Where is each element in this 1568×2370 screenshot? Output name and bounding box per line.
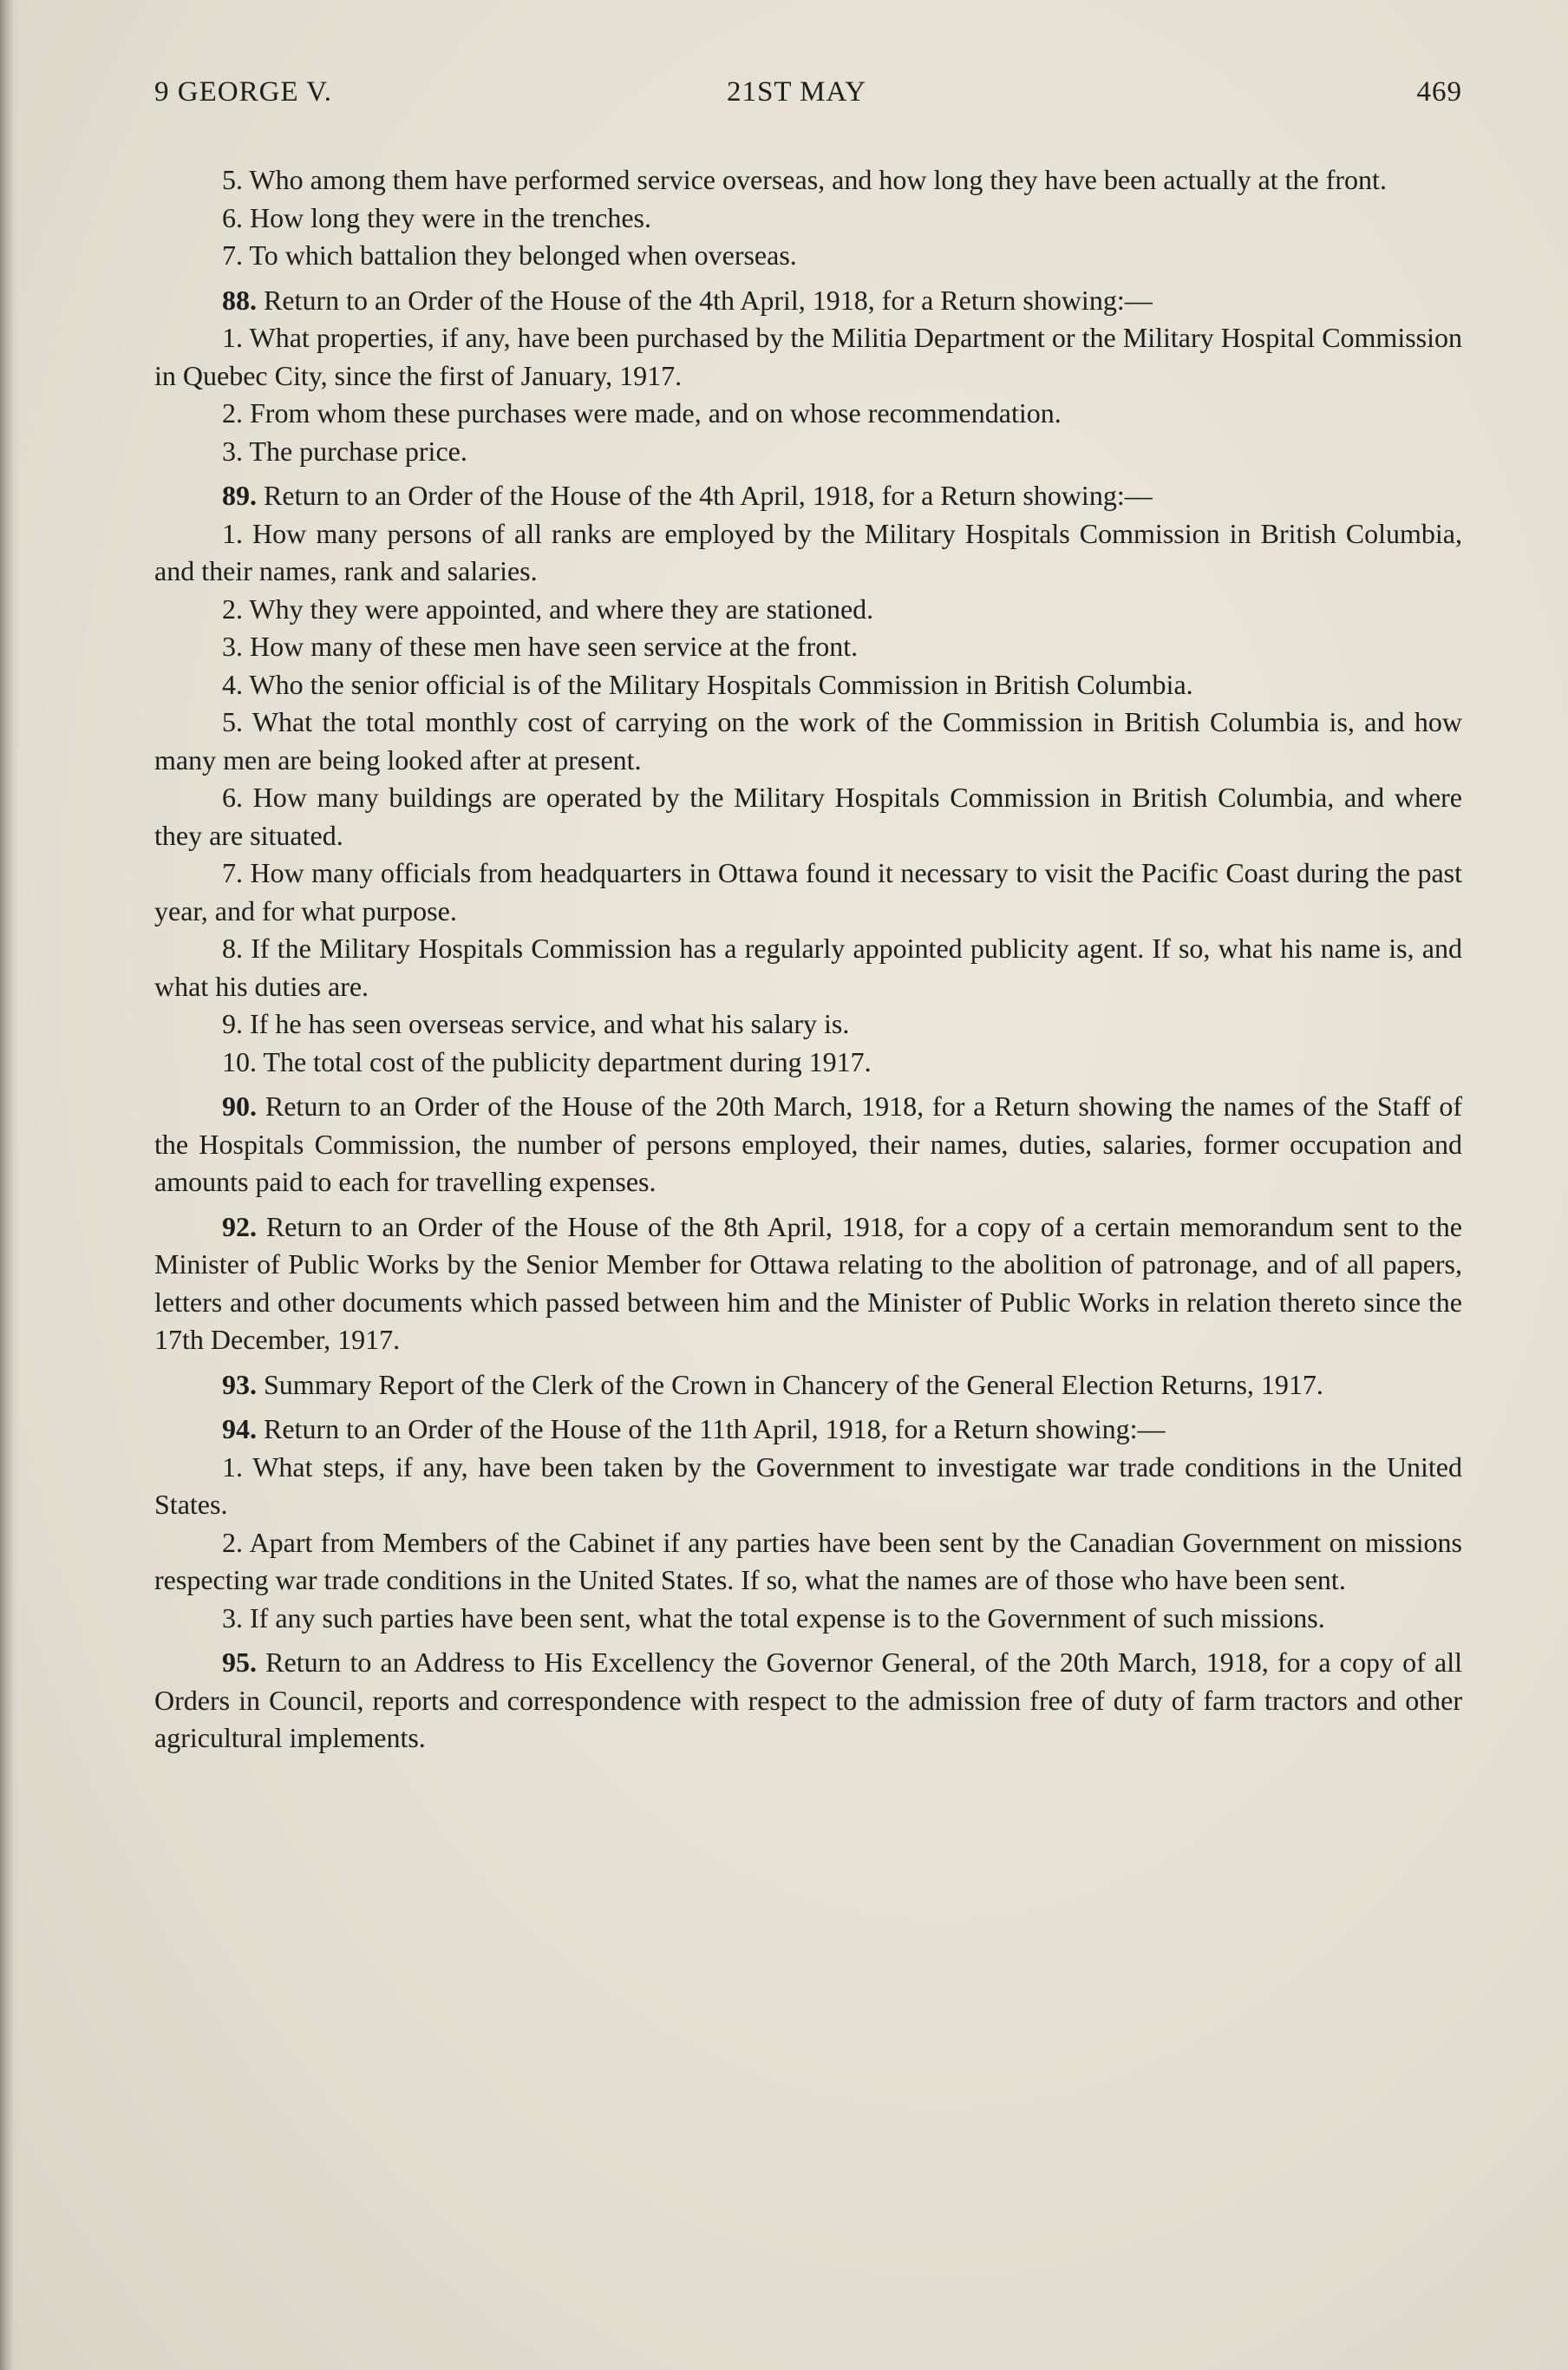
order-entry-paragraph xyxy=(154,1208,1462,1359)
paragraph-text: 1. What steps, if any, have been taken by the Government to investigate war trade conditions in the United States. xyxy=(154,1450,1462,1520)
paragraph-text: 5. Who among them have performed service overseas, and how long they have been actually at the front. xyxy=(222,164,1387,195)
page-number: 469 xyxy=(1416,76,1462,108)
paragraph-text: Return to an Order of the House of the 4th April, 1918, for a Return showing:— xyxy=(257,284,1153,316)
sub-item-paragraph xyxy=(154,628,1462,666)
paragraph-text: 10. The total cost of the publicity department during 1917. xyxy=(222,1045,872,1077)
paragraph-text: 7. To which battalion they belonged when overseas. xyxy=(222,239,797,271)
sub-item-paragraph xyxy=(154,319,1462,395)
paragraph-text: 6. How long they were in the trenches. xyxy=(222,201,651,233)
paragraph-text: 5. What the total monthly cost of carrying on the work of the Commission in British Columbia is, and how many men are being looked after at present. xyxy=(154,706,1462,776)
order-entry-paragraph xyxy=(154,477,1462,515)
sub-item-paragraph xyxy=(154,930,1462,1005)
paragraph-text: 2. Apart from Members of the Cabinet if any parties have been sent by the Canadian Government on missions respecting war trade conditions in the United States. If so, what the names are of those who have been sent. xyxy=(154,1526,1462,1595)
paragraph-text: Return to an Order of the House of the 4th April, 1918, for a Return showing:— xyxy=(257,480,1153,511)
paragraph-text: 7. How many officials from headquarters in Ottawa found it necessary to visit the Pacific Coast during the past year, and for what purpose. xyxy=(154,857,1462,926)
sub-item-paragraph xyxy=(154,1600,1462,1638)
sub-item-paragraph xyxy=(154,591,1462,629)
sub-item-paragraph xyxy=(154,433,1462,471)
entry-number: 89. xyxy=(222,480,257,511)
order-entry-paragraph xyxy=(154,1366,1462,1404)
paragraph-text: 3. How many of these men have seen service at the front. xyxy=(222,631,859,662)
order-entry-paragraph xyxy=(154,1644,1462,1758)
paragraph-text: 3. The purchase price. xyxy=(222,435,467,467)
sub-item-paragraph xyxy=(154,854,1462,930)
running-header xyxy=(154,76,1462,120)
sub-item-paragraph xyxy=(154,515,1462,591)
paragraph-text: 2. From whom these purchases were made, and on whose recommendation. xyxy=(222,397,1062,429)
sub-item-paragraph xyxy=(154,237,1462,275)
entry-number: 94. xyxy=(222,1413,257,1444)
sub-item-paragraph xyxy=(154,161,1462,200)
paragraph-text: 1. What properties, if any, have been purchased by the Militia Department or the Military Hospital Commission in Quebec City, since the first of January, 1917. xyxy=(154,322,1462,391)
sub-item-paragraph xyxy=(154,200,1462,238)
sub-item-paragraph xyxy=(154,395,1462,433)
order-entry-paragraph xyxy=(154,1088,1462,1201)
paragraph-text: Return to an Order of the House of the 11th April, 1918, for a Return showing:— xyxy=(257,1413,1166,1444)
document-body xyxy=(154,161,1462,1758)
paragraph-text: 9. If he has seen overseas service, and what his salary is. xyxy=(222,1008,850,1039)
sub-item-paragraph xyxy=(154,1449,1462,1524)
sub-item-paragraph xyxy=(154,1524,1462,1600)
order-entry-paragraph xyxy=(154,1411,1462,1449)
paragraph-text: 4. Who the senior official is of the Military Hospitals Commission in British Columbia. xyxy=(222,668,1193,700)
entry-number: 93. xyxy=(222,1368,257,1400)
entry-number: 90. xyxy=(222,1090,257,1122)
header-date: 21ST MAY xyxy=(727,76,867,108)
entry-number: 88. xyxy=(222,284,257,316)
page-binding-edge xyxy=(0,0,19,2370)
paragraph-text: Return to an Order of the House of the 20th March, 1918, for a Return showing the names of the Staff of the Hospitals Commission, the number of persons employed, their names, duties, salaries, former occupation and amounts paid to each for travelling expenses. xyxy=(154,1090,1462,1197)
sub-item-paragraph xyxy=(154,779,1462,854)
entry-number: 95. xyxy=(222,1647,257,1678)
paragraph-text: 3. If any such parties have been sent, what the total expense is to the Government of such missions. xyxy=(222,1601,1325,1633)
paragraph-text: 6. How many buildings are operated by the Military Hospitals Commission in British Columbia, and where they are situated. xyxy=(154,782,1462,851)
paragraph-text: Return to an Order of the House of the 8th April, 1918, for a copy of a certain memorandum sent to the Minister of Public Works by the Senior Member for Ottawa relating to the abolition of patronage, and of all papers, letters and other documents which passed between him and the Minister of Public Works in relation thereto since the 17th December, 1917. xyxy=(154,1210,1462,1355)
sub-item-paragraph xyxy=(154,666,1462,704)
paragraph-text: 1. How many persons of all ranks are employed by the Military Hospitals Commission in British Columbia, and their names, rank and salaries. xyxy=(154,517,1462,586)
paragraph-text: Summary Report of the Clerk of the Crown in Chancery of the General Election Returns, 1917. xyxy=(257,1368,1323,1400)
order-entry-paragraph xyxy=(154,282,1462,320)
paragraph-text: 8. If the Military Hospitals Commission has a regularly appointed publicity agent. If so, what his name is, and what his duties are. xyxy=(154,933,1462,1002)
sub-item-paragraph xyxy=(154,704,1462,779)
sub-item-paragraph xyxy=(154,1005,1462,1044)
paragraph-text: 2. Why they were appointed, and where they are stationed. xyxy=(222,592,874,625)
paragraph-text: Return to an Address to His Excellency the Governor General, of the 20th March, 1918, for a copy of all Orders in Council, reports and correspondence with respect to the admission free of duty of farm tractors and other agricultural implements. xyxy=(154,1647,1462,1753)
header-session: 9 GEORGE V. xyxy=(154,76,333,108)
sub-item-paragraph xyxy=(154,1044,1462,1082)
entry-number: 92. xyxy=(222,1210,257,1242)
